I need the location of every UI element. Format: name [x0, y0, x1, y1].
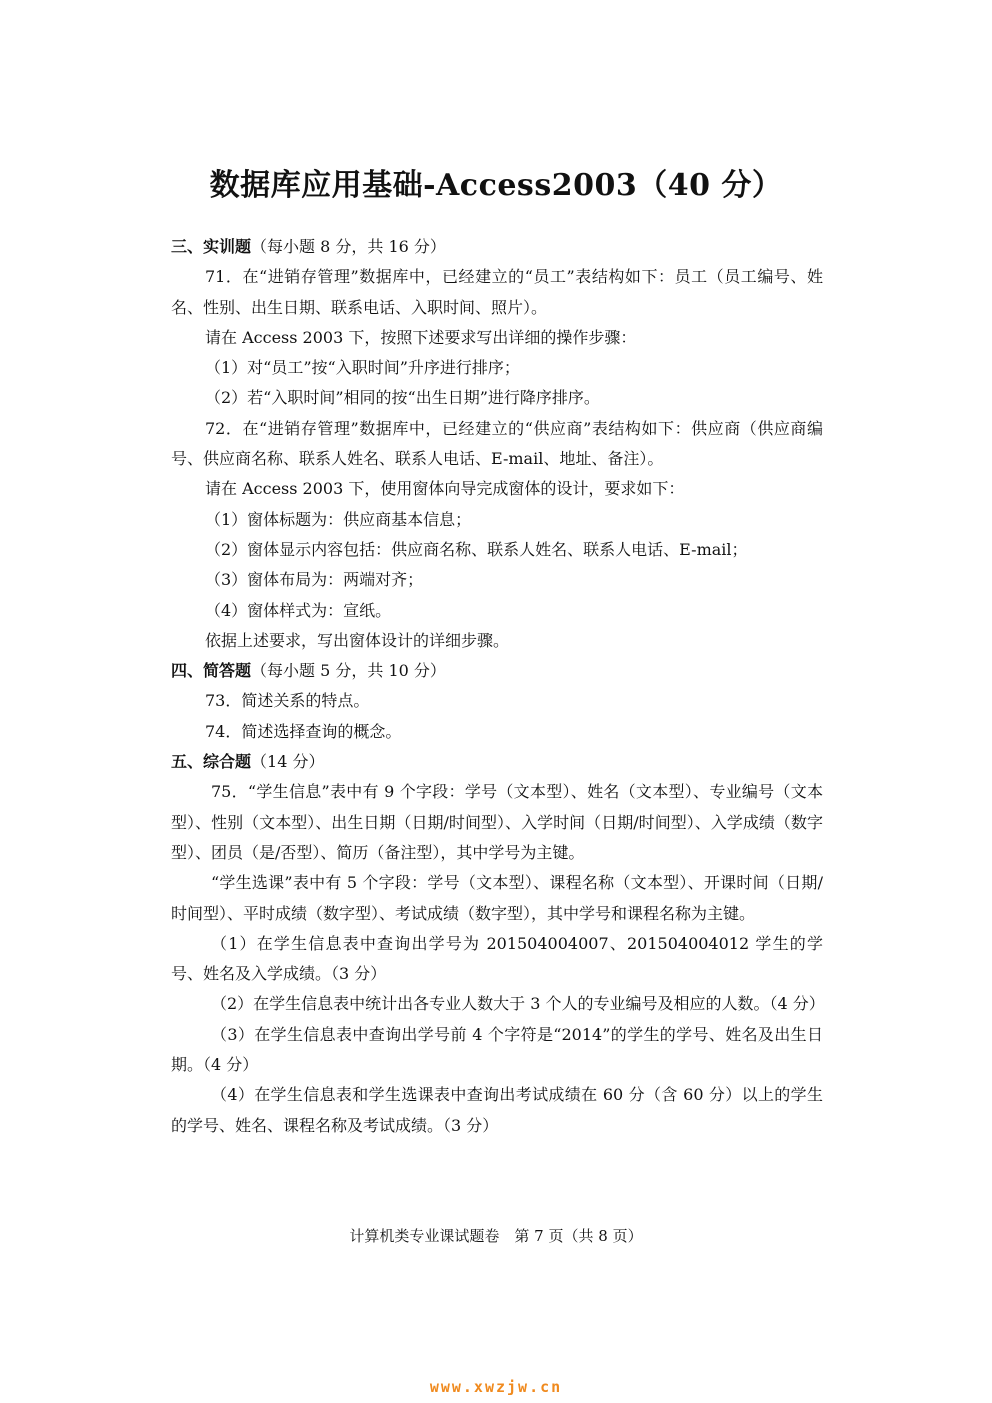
question-72-item: （2）窗体显示内容包括：供应商名称、联系人姓名、联系人电话、E-mail； [205, 539, 748, 559]
question-72-instruction: 请在 Access 2003 下，使用窗体向导完成窗体的设计，要求如下： [205, 479, 685, 499]
question-75-item: （4）在学生信息表和学生选课表中查询出考试成绩在 60 分（含 60 分）以上的学生的学号、姓名、课程名称及考试成绩。（3 分） [171, 1085, 823, 1135]
question-75-paragraph: 75．“学生信息”表中有 9 个字段：学号（文本型）、姓名（文本型）、专业编号（文本型）、性别（文本型）、出生日期（日期/时间型）、入学时间（日期/时间型）、入学成绩（数字型）、团员（是/否型）、简历（备注型），其中学号为主键。 [171, 782, 823, 862]
question-71-item: （2）若“入职时间”相同的按“出生日期”进行降序排序。 [205, 388, 600, 408]
site-watermark: www.xwzjw.cn [429, 1378, 563, 1396]
question-72: 72．在“进销存管理”数据库中，已经建立的“供应商”表结构如下：供应商（供应商编号、供应商名称、联系人姓名、联系人电话、E-mail、地址、备注）。 [171, 418, 823, 469]
section-note: （14 分） [251, 752, 325, 772]
section-name: 四、简答题 [171, 661, 252, 681]
section-heading-short [171, 656, 823, 686]
section-heading-practical [171, 232, 823, 262]
section-heading-comprehensive [171, 747, 823, 777]
section-note: （每小题 8 分，共 16 分） [251, 237, 446, 256]
page-footer: 计算机类专业课试题卷 第 7 页（共 8 页） [349, 1227, 643, 1245]
section-name: 五、综合题 [171, 752, 252, 772]
question-72-item: （4）窗体样式为：宣纸。 [205, 600, 392, 620]
question-72-item: （3）窗体布局为：两端对齐； [205, 570, 424, 590]
question-74: 74．简述选择查询的概念。 [205, 721, 402, 741]
question-71-item: （1）对“员工”按“入职时间”升序进行排序； [205, 358, 520, 378]
question-73: 73．简述关系的特点。 [205, 691, 370, 711]
exam-content [171, 232, 823, 1141]
question-71: 71．在“进销存管理”数据库中，已经建立的“员工”表结构如下：员工（员工编号、姓名、性别、出生日期、联系电话、入职时间、照片）。 [171, 267, 823, 317]
question-72-closing: 依据上述要求，写出窗体设计的详细步骤。 [205, 630, 510, 650]
question-75-item: （2）在学生信息表中统计出各专业人数大于 3 个人的专业编号及相应的人数。（4 分） [211, 994, 825, 1014]
question-75-item: （1）在学生信息表中查询出学号为 201504004007、201504004012 学生的学号、姓名及入学成绩。（3 分） [171, 933, 823, 984]
question-72-item: （1）窗体标题为：供应商基本信息； [205, 509, 472, 529]
section-name: 三、实训题 [171, 237, 252, 256]
question-75-item: （3）在学生信息表中查询出学号前 4 个字符是“2014”的学生的学号、姓名及出生日期。（4 分） [171, 1024, 823, 1075]
page-title: 数据库应用基础-Access2003（40 分） [209, 168, 783, 203]
question-71-instruction: 请在 Access 2003 下，按照下述要求写出详细的操作步骤： [205, 327, 637, 347]
question-75-paragraph: “学生选课”表中有 5 个字段：学号（文本型）、课程名称（文本型）、开课时间（日期/时间型）、平时成绩（数字型）、考试成绩（数字型），其中学号和课程名称为主键。 [171, 873, 823, 923]
section-note: （每小题 5 分，共 10 分） [251, 661, 446, 681]
